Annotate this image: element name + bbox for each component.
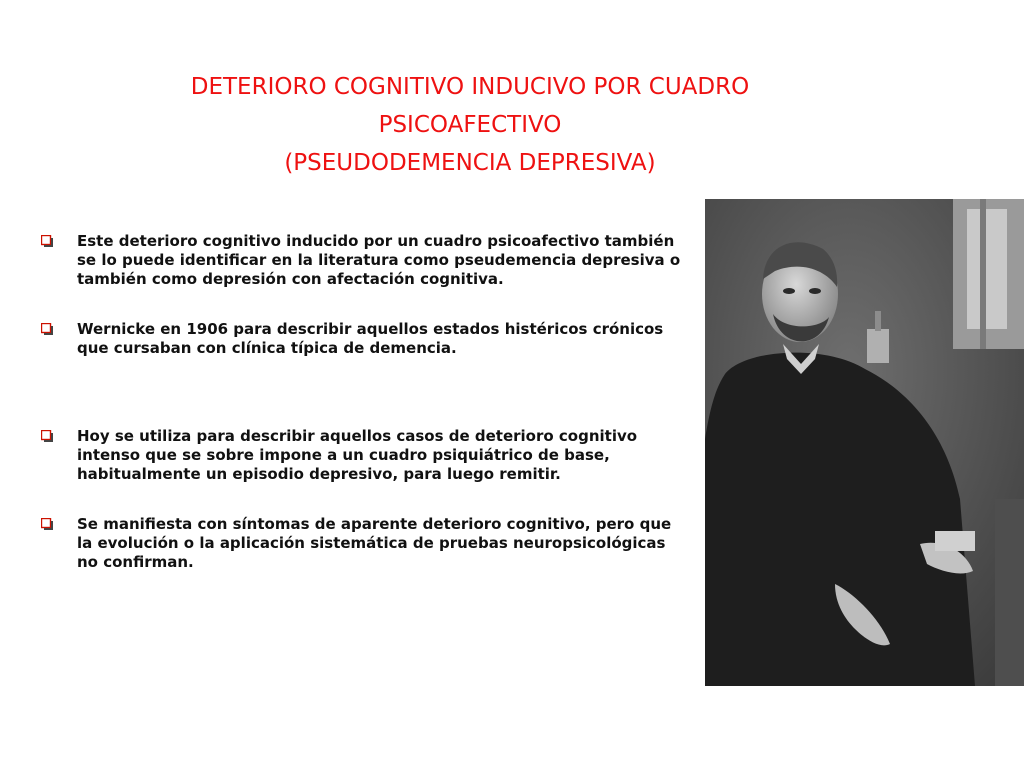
title-line-3: (PSEUDODEMENCIA DEPRESIVA) xyxy=(284,150,656,176)
title-line-1: DETERIORO COGNITIVO INDUCIVO POR CUADRO xyxy=(190,74,750,100)
hollow-square-bullet-icon xyxy=(41,235,53,247)
bullet-text: Se manifiesta con síntomas de aparente deterioro cognitivo, pero que la evolución o la aplicación sistemática de pruebas neuropsicológicas no confirman. xyxy=(77,515,672,571)
bullet-text: Hoy se utiliza para describir aquellos casos de deterioro cognitivo intenso que se sobre impone a un cuadro psiquiátrico de base, habitualmente un episodio depresivo, para luego remitir. xyxy=(77,427,638,483)
bullet-item xyxy=(40,320,685,358)
bullet-text: Este deterioro cognitivo inducido por un cuadro psicoafectivo también se lo puede identificar en la literatura como pseudemencia depresiva o también como depresión con afectación cognitiva. xyxy=(77,232,681,288)
slide-title xyxy=(80,68,860,182)
bullet-item xyxy=(40,232,685,289)
hollow-square-bullet-icon xyxy=(41,518,53,530)
portrait-illustration xyxy=(705,199,1024,686)
hollow-square-bullet-icon xyxy=(41,430,53,442)
bullet-item xyxy=(40,515,685,572)
bullet-text: Wernicke en 1906 para describir aquellos estados histéricos crónicos que cursaban con clínica típica de demencia. xyxy=(77,320,664,357)
title-line-2: PSICOAFECTIVO xyxy=(378,112,562,138)
hollow-square-bullet-icon xyxy=(41,323,53,335)
bullet-item xyxy=(40,427,685,484)
bullet-list xyxy=(40,232,685,572)
historical-portrait-photo xyxy=(705,199,1024,686)
